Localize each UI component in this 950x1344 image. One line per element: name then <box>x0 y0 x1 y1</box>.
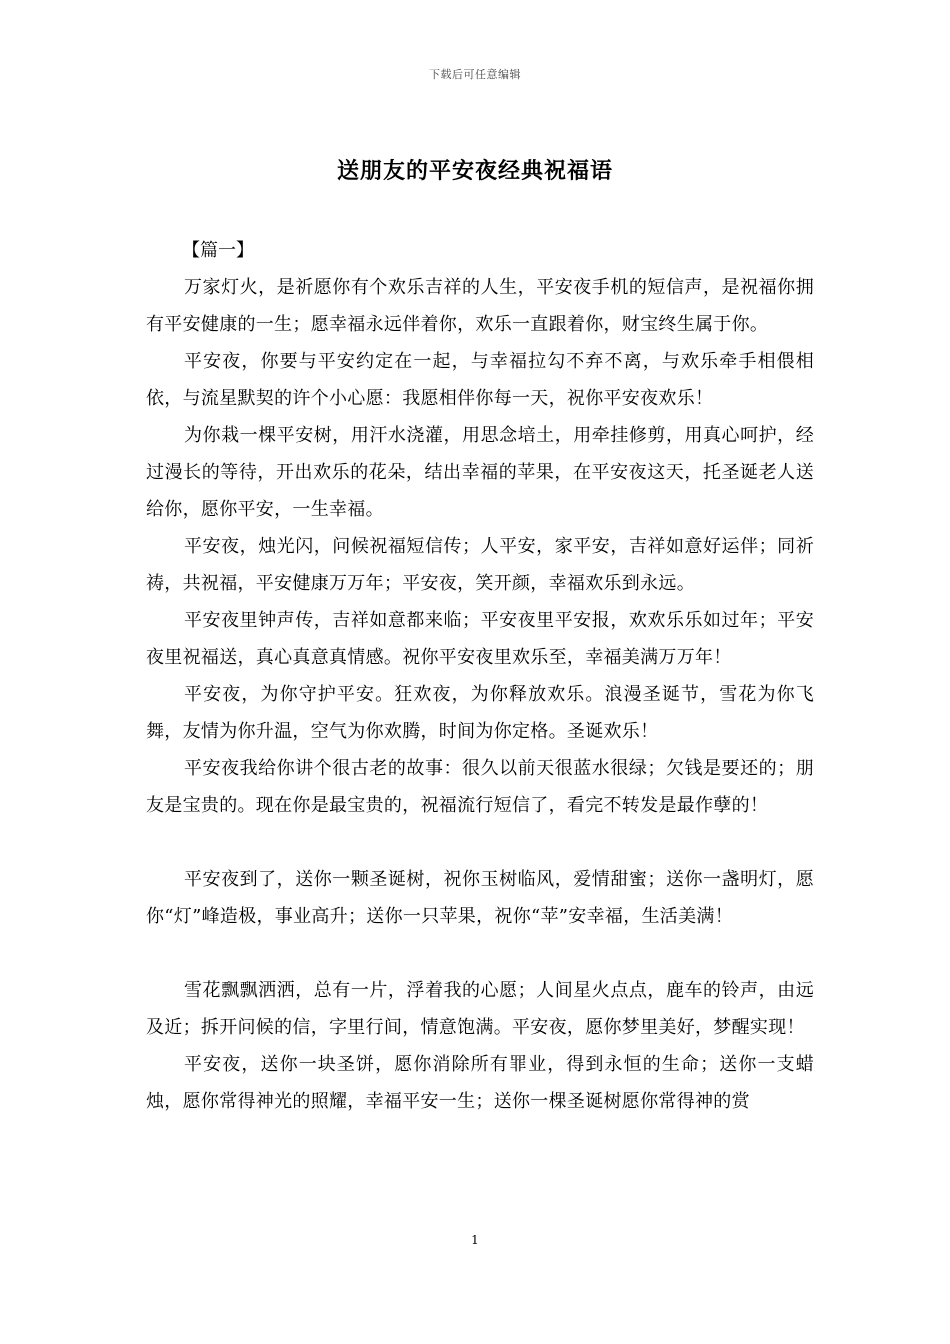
document-title: 送朋友的平安夜经典祝福语 <box>336 158 613 184</box>
paragraph-7: 平安夜我给你讲个很古老的故事：很久以前天很蓝水很绿；欠钱是要还的；朋友是宝贵的。现在你是最宝贵的，祝福流行短信了，看完不转发是最作孽的！ <box>146 758 814 816</box>
paragraph-3: 为你栽一棵平安树，用汗水浇灌，用思念培土，用牵挂修剪，用真心呵护，经过漫长的等待，开出欢乐的花朵，结出幸福的苹果，在平安夜这天，托圣诞老人送给你，愿你平安，一生幸福。 <box>146 425 814 520</box>
paragraph-5: 平安夜里钟声传，吉祥如意都来临；平安夜里平安报，欢欢乐乐如过年；平安夜里祝福送，真心真意真情感。祝你平安夜里欢乐至，幸福美满万万年！ <box>146 610 814 668</box>
paragraph-6: 平安夜，为你守护平安。狂欢夜，为你释放欢乐。浪漫圣诞节，雪花为你飞舞，友情为你升温，空气为你欢腾，时间为你定格。圣诞欢乐！ <box>146 684 814 742</box>
document-body <box>146 232 814 1120</box>
paragraph-4: 平安夜，烛光闪，问候祝福短信传；人平安，家平安，吉祥如意好运伴；同祈祷，共祝福，平安健康万万年；平安夜，笑开颜，幸福欢乐到永远。 <box>146 536 814 594</box>
paragraph-1: 万家灯火，是祈愿你有个欢乐吉祥的人生，平安夜手机的短信声，是祝福你拥有平安健康的一生；愿幸福永远伴着你，欢乐一直跟着你，财宝终生属于你。 <box>146 277 814 335</box>
paragraph-2: 平安夜，你要与平安约定在一起，与幸福拉勾不弃不离，与欢乐牵手相偎相依，与流星默契的许个小心愿：我愿相伴你每一天，祝你平安夜欢乐！ <box>146 351 814 409</box>
paragraph-8: 平安夜到了，送你一颗圣诞树，祝你玉树临风，爱情甜蜜；送你一盏明灯，愿你“灯”峰造极，事业高升；送你一只苹果，祝你“苹”安幸福，生活美满！ <box>146 869 814 927</box>
paragraph-9: 雪花飘飘洒洒，总有一片，浮着我的心愿；人间星火点点，鹿车的铃声，由远及近；拆开问候的信，字里行间，情意饱满。平安夜，愿你梦里美好，梦醒实现！ <box>146 980 814 1038</box>
page-number: 1 <box>471 1233 479 1247</box>
header-note: 下载后可任意编辑 <box>429 68 521 81</box>
section-label: 【篇一】 <box>182 240 254 261</box>
paragraph-spacer <box>146 824 814 861</box>
paragraph-10: 平安夜，送你一块圣饼，愿你消除所有罪业，得到永恒的生命；送你一支蜡烛，愿你常得神光的照耀，幸福平安一生；送你一棵圣诞树愿你常得神的赏 <box>146 1054 814 1112</box>
paragraph-spacer <box>146 935 814 972</box>
